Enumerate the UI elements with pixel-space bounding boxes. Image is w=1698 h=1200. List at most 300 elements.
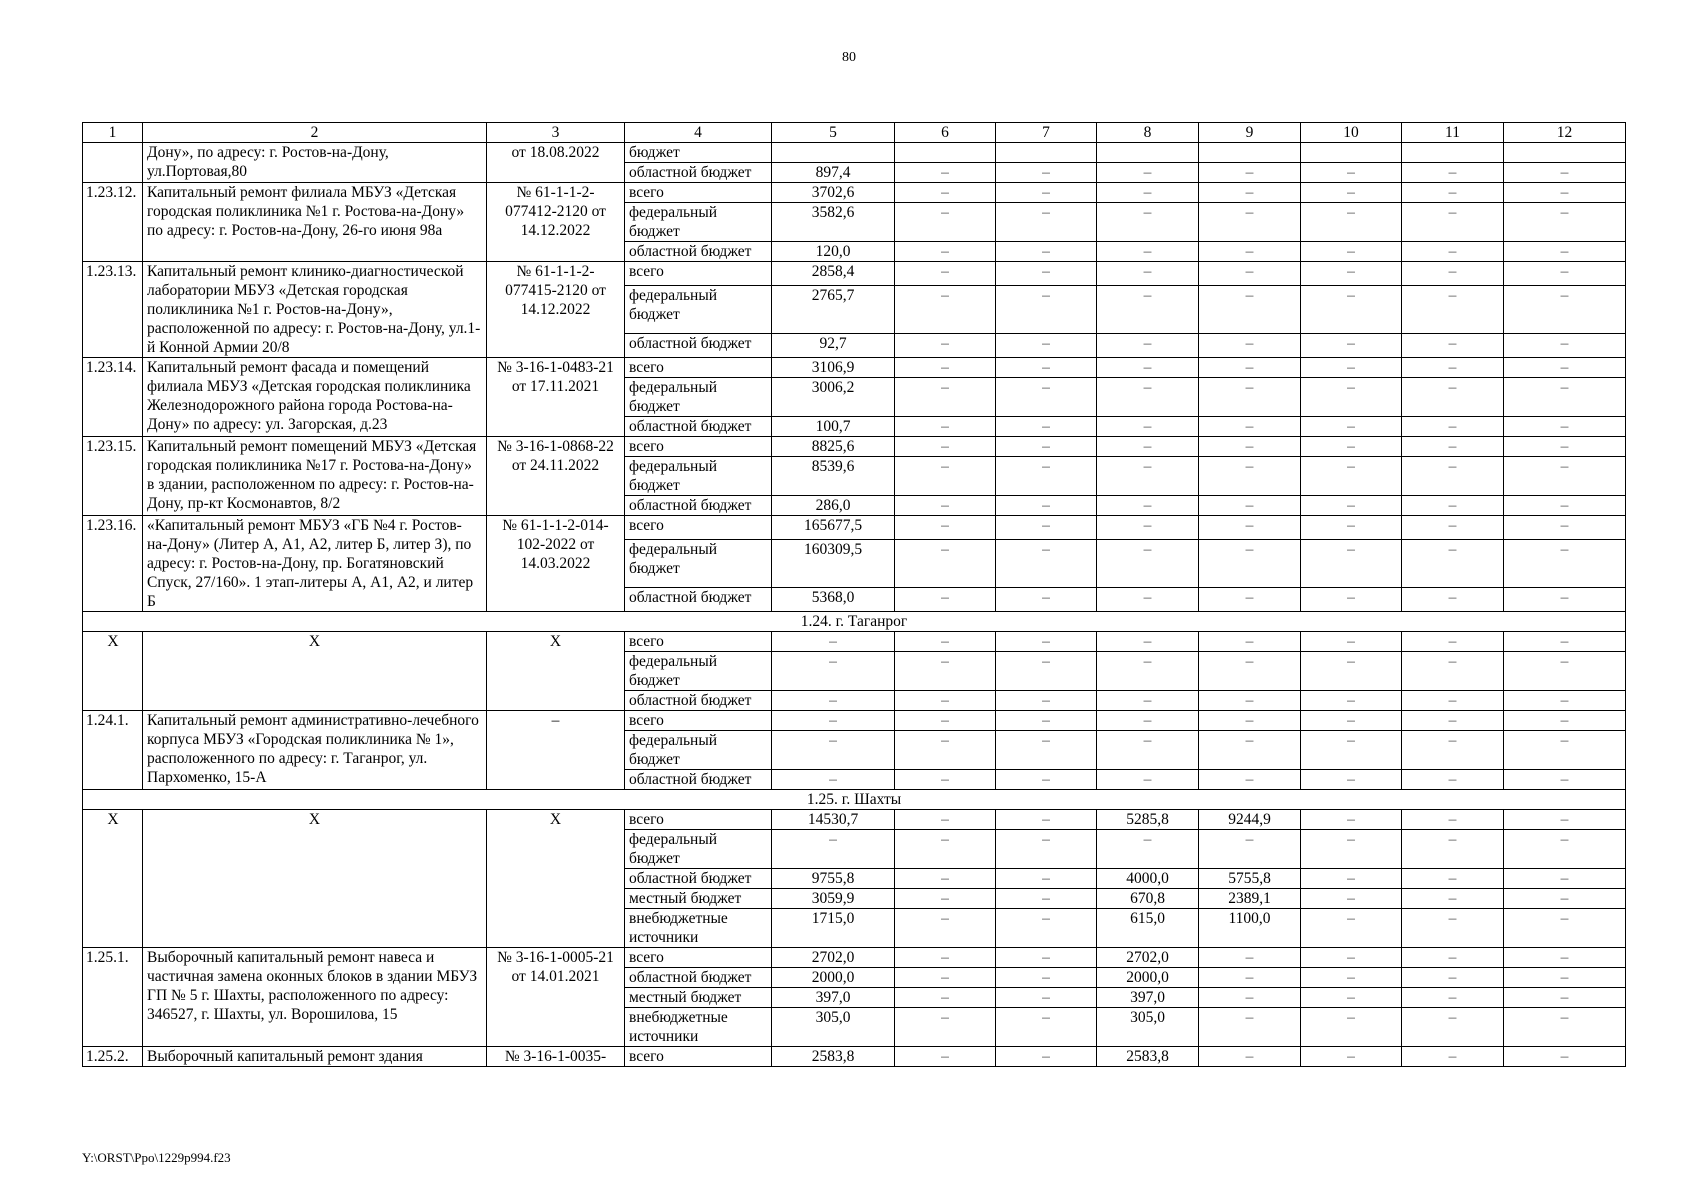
amount-cell: – [1301, 652, 1402, 691]
amount-cell: – [1199, 286, 1301, 333]
amount-cell: – [1504, 632, 1626, 652]
amount-cell: – [1301, 333, 1402, 357]
funding-source: всего [625, 183, 772, 203]
amount-cell: 3006,2 [772, 378, 895, 417]
amount-cell: 9244,9 [1199, 810, 1301, 830]
amount-cell: 897,4 [772, 163, 895, 183]
amount-cell: – [772, 830, 895, 869]
amount-cell: – [996, 948, 1097, 968]
amount-cell: – [996, 830, 1097, 869]
header-col-8: 8 [1097, 123, 1199, 143]
amount-cell: – [996, 417, 1097, 437]
funding-source: всего [625, 1047, 772, 1067]
amount-cell: – [1402, 869, 1504, 889]
amount-cell: 2000,0 [1097, 968, 1199, 988]
amount-cell: – [1504, 358, 1626, 378]
amount-cell: – [996, 496, 1097, 516]
item-description: X [143, 632, 487, 711]
amount-cell: – [1097, 417, 1199, 437]
amount-cell: – [1199, 1047, 1301, 1067]
table-row [83, 1047, 1626, 1067]
amount-cell: – [1097, 163, 1199, 183]
amount-cell: – [996, 770, 1097, 790]
amount-cell: – [895, 770, 996, 790]
amount-cell [996, 143, 1097, 163]
amount-cell: – [996, 516, 1097, 540]
amount-cell: – [895, 632, 996, 652]
amount-cell: – [1097, 691, 1199, 711]
amount-cell: – [996, 437, 1097, 457]
section-title: 1.24. г. Таганрог [83, 612, 1626, 632]
amount-cell: – [1199, 457, 1301, 496]
header-col-11: 11 [1402, 123, 1504, 143]
amount-cell: – [1402, 711, 1504, 731]
amount-cell: – [1199, 711, 1301, 731]
amount-cell: – [1402, 378, 1504, 417]
amount-cell: – [996, 968, 1097, 988]
amount-cell: – [1504, 378, 1626, 417]
amount-cell: – [1301, 1008, 1402, 1047]
amount-cell: – [895, 242, 996, 262]
amount-cell: – [996, 632, 1097, 652]
amount-cell: – [895, 731, 996, 770]
funding-source: всего [625, 516, 772, 540]
amount-cell: – [1504, 286, 1626, 333]
amount-cell: – [895, 262, 996, 286]
item-code: 1.23.12. [83, 183, 143, 262]
amount-cell: – [1199, 731, 1301, 770]
amount-cell: – [1402, 1008, 1504, 1047]
item-description: Капитальный ремонт помещений МБУЗ «Детская городская поликлиника №17 г. Ростова-на-Дону» в здании, расположенном по адресу: г. Ростов-на-Дону, пр-кт Космонавтов, 8/2 [143, 437, 487, 516]
amount-cell: – [996, 183, 1097, 203]
amount-cell: – [1402, 632, 1504, 652]
funding-source: областной бюджет [625, 770, 772, 790]
amount-cell: – [1199, 770, 1301, 790]
amount-cell: 3702,6 [772, 183, 895, 203]
funding-source: всего [625, 437, 772, 457]
section-row [83, 612, 1626, 632]
funding-source: областной бюджет [625, 333, 772, 357]
amount-cell: – [1199, 496, 1301, 516]
amount-cell: 8539,6 [772, 457, 895, 496]
amount-cell: – [1199, 540, 1301, 587]
item-document: № 3-16-1-0868-22 от 24.11.2022 [487, 437, 625, 516]
table-row [83, 516, 1626, 540]
amount-cell: – [1504, 183, 1626, 203]
amount-cell: – [996, 652, 1097, 691]
funding-source: областной бюджет [625, 869, 772, 889]
amount-cell: – [996, 163, 1097, 183]
item-description: Капитальный ремонт филиала МБУЗ «Детская городская поликлиника №1 г. Ростова-на-Дону» по адресу: г. Ростов-на-Дону, 26-го июня 98а [143, 183, 487, 262]
amount-cell: – [1301, 770, 1402, 790]
item-description: Капитальный ремонт административно-лечебного корпуса МБУЗ «Городская поликлиника № 1», расположенного по адресу: г. Таганрог, ул. Пархоменко, 15-А [143, 711, 487, 790]
amount-cell: 2389,1 [1199, 889, 1301, 909]
funding-source: федеральный бюджет [625, 540, 772, 587]
item-description: «Капитальный ремонт МБУЗ «ГБ №4 г. Ростов-на-Дону» (Литер А, А1, А2, литер Б, литер З), по адресу: г. Ростов-на-Дону, пр. Богатяновский Спуск, 27/160». 1 этап-литеры А, А1, А2, и литер Б [143, 516, 487, 612]
amount-cell: – [996, 262, 1097, 286]
amount-cell: – [996, 869, 1097, 889]
amount-cell: – [1301, 437, 1402, 457]
item-description: Выборочный капитальный ремонт здания [143, 1047, 487, 1067]
amount-cell: – [1301, 691, 1402, 711]
item-code: 1.25.1. [83, 948, 143, 1047]
amount-cell: – [1199, 203, 1301, 242]
amount-cell: – [1301, 242, 1402, 262]
funding-source: областной бюджет [625, 163, 772, 183]
item-code: X [83, 810, 143, 948]
column-number-header [83, 123, 1626, 143]
table-row [83, 437, 1626, 457]
amount-cell: – [895, 378, 996, 417]
item-document: – [487, 711, 625, 790]
item-code: 1.23.13. [83, 262, 143, 358]
table-row [83, 358, 1626, 378]
amount-cell: – [1097, 286, 1199, 333]
amount-cell: – [996, 457, 1097, 496]
amount-cell [895, 143, 996, 163]
amount-cell: – [1301, 968, 1402, 988]
amount-cell: – [1504, 333, 1626, 357]
amount-cell: – [895, 810, 996, 830]
amount-cell: – [996, 1008, 1097, 1047]
header-col-3: 3 [487, 123, 625, 143]
amount-cell: – [1402, 652, 1504, 691]
amount-cell: – [895, 988, 996, 1008]
amount-cell: – [895, 1047, 996, 1067]
amount-cell: 615,0 [1097, 909, 1199, 948]
amount-cell: – [996, 909, 1097, 948]
amount-cell: – [1504, 203, 1626, 242]
amount-cell: – [895, 540, 996, 587]
amount-cell: – [895, 203, 996, 242]
item-code: 1.23.15. [83, 437, 143, 516]
amount-cell: – [1504, 889, 1626, 909]
amount-cell: – [1402, 358, 1504, 378]
amount-cell: 3106,9 [772, 358, 895, 378]
amount-cell: – [1199, 652, 1301, 691]
amount-cell: – [1097, 770, 1199, 790]
amount-cell: 2702,0 [772, 948, 895, 968]
amount-cell: – [996, 286, 1097, 333]
amount-cell: – [895, 457, 996, 496]
amount-cell: – [1301, 378, 1402, 417]
funding-source: всего [625, 358, 772, 378]
amount-cell: – [895, 496, 996, 516]
amount-cell: – [1199, 358, 1301, 378]
amount-cell: – [1504, 587, 1626, 611]
amount-cell: – [1402, 437, 1504, 457]
item-document: X [487, 810, 625, 948]
amount-cell: 5755,8 [1199, 869, 1301, 889]
amount-cell: – [1097, 652, 1199, 691]
amount-cell: – [1301, 810, 1402, 830]
amount-cell: – [1402, 516, 1504, 540]
amount-cell: – [895, 909, 996, 948]
amount-cell: – [1199, 587, 1301, 611]
amount-cell: – [1301, 711, 1402, 731]
amount-cell: – [1199, 691, 1301, 711]
amount-cell: 670,8 [1097, 889, 1199, 909]
amount-cell: – [1402, 286, 1504, 333]
amount-cell: – [895, 417, 996, 437]
amount-cell: – [1301, 869, 1402, 889]
header-col-6: 6 [895, 123, 996, 143]
section-title: 1.25. г. Шахты [83, 790, 1626, 810]
amount-cell: – [1504, 163, 1626, 183]
amount-cell: – [1504, 262, 1626, 286]
amount-cell: – [1301, 1047, 1402, 1067]
amount-cell: – [1097, 242, 1199, 262]
funding-source: федеральный бюджет [625, 830, 772, 869]
amount-cell: – [1402, 417, 1504, 437]
funding-source: всего [625, 810, 772, 830]
header-col-4: 4 [625, 123, 772, 143]
funding-source: областной бюджет [625, 417, 772, 437]
amount-cell: 165677,5 [772, 516, 895, 540]
item-code: 1.23.16. [83, 516, 143, 612]
item-document: № 61-1-1-2-077412-2120 от 14.12.2022 [487, 183, 625, 262]
funding-source: всего [625, 632, 772, 652]
amount-cell: – [1402, 731, 1504, 770]
amount-cell: – [1301, 830, 1402, 869]
amount-cell: 305,0 [1097, 1008, 1199, 1047]
amount-cell: – [1199, 163, 1301, 183]
amount-cell: – [1504, 1047, 1626, 1067]
amount-cell [1199, 143, 1301, 163]
footer-file-path: Y:\ORST\Ppo\1229p994.f23 [82, 1150, 231, 1165]
amount-cell: – [1504, 457, 1626, 496]
funding-source: областной бюджет [625, 242, 772, 262]
amount-cell: – [996, 889, 1097, 909]
amount-cell: – [1199, 333, 1301, 357]
amount-cell [1301, 143, 1402, 163]
amount-cell: – [895, 652, 996, 691]
amount-cell: 1100,0 [1199, 909, 1301, 948]
amount-cell: – [1504, 242, 1626, 262]
amount-cell: – [1199, 988, 1301, 1008]
amount-cell: – [1199, 1008, 1301, 1047]
table-row [83, 183, 1626, 203]
page-number: 80 [842, 50, 856, 65]
funding-source: областной бюджет [625, 691, 772, 711]
amount-cell: – [1097, 711, 1199, 731]
funding-source: всего [625, 948, 772, 968]
amount-cell: – [1504, 437, 1626, 457]
amount-cell: – [1097, 587, 1199, 611]
amount-cell: – [895, 333, 996, 357]
amount-cell: – [895, 889, 996, 909]
amount-cell: – [895, 869, 996, 889]
amount-cell: – [1301, 183, 1402, 203]
amount-cell: 9755,8 [772, 869, 895, 889]
amount-cell: 120,0 [772, 242, 895, 262]
amount-cell: – [1301, 163, 1402, 183]
item-description: Дону», по адресу: г. Ростов-на-Дону, ул.Портовая,80 [143, 143, 487, 183]
amount-cell: – [1199, 968, 1301, 988]
amount-cell [1402, 143, 1504, 163]
amount-cell: – [996, 203, 1097, 242]
amount-cell: 1715,0 [772, 909, 895, 948]
table-body [83, 123, 1626, 1067]
amount-cell: – [1504, 909, 1626, 948]
amount-cell: – [1504, 968, 1626, 988]
amount-cell: – [895, 358, 996, 378]
amount-cell: – [1402, 988, 1504, 1008]
amount-cell: – [1504, 496, 1626, 516]
header-col-7: 7 [996, 123, 1097, 143]
amount-cell: – [996, 1047, 1097, 1067]
item-code: 1.24.1. [83, 711, 143, 790]
amount-cell: 2858,4 [772, 262, 895, 286]
amount-cell [1097, 143, 1199, 163]
amount-cell: – [1301, 358, 1402, 378]
amount-cell: – [1301, 540, 1402, 587]
amount-cell: 14530,7 [772, 810, 895, 830]
amount-cell: – [1402, 540, 1504, 587]
amount-cell: – [1199, 417, 1301, 437]
amount-cell: – [1402, 889, 1504, 909]
amount-cell: – [1301, 632, 1402, 652]
funding-source: федеральный бюджет [625, 203, 772, 242]
amount-cell: – [772, 731, 895, 770]
amount-cell: – [1301, 516, 1402, 540]
item-document: № 3-16-1-0483-21 от 17.11.2021 [487, 358, 625, 437]
amount-cell: – [1199, 437, 1301, 457]
funding-source: местный бюджет [625, 889, 772, 909]
amount-cell: – [1504, 830, 1626, 869]
amount-cell: – [895, 948, 996, 968]
funding-source: федеральный бюджет [625, 457, 772, 496]
item-document: X [487, 632, 625, 711]
funding-source: местный бюджет [625, 988, 772, 1008]
amount-cell: – [1402, 163, 1504, 183]
amount-cell: 8825,6 [772, 437, 895, 457]
amount-cell: – [1504, 770, 1626, 790]
amount-cell: – [895, 587, 996, 611]
amount-cell: – [1097, 262, 1199, 286]
funding-source: федеральный бюджет [625, 286, 772, 333]
item-description: Выборочный капитальный ремонт навеса и частичная замена оконных блоков в здании МБУЗ ГП № 5 г. Шахты, расположенного по адресу: 346527, г. Шахты, ул. Ворошилова, 15 [143, 948, 487, 1047]
amount-cell: – [895, 711, 996, 731]
amount-cell: – [1402, 457, 1504, 496]
amount-cell: – [1199, 948, 1301, 968]
amount-cell: – [1301, 587, 1402, 611]
item-description: X [143, 810, 487, 948]
amount-cell: 2583,8 [1097, 1047, 1199, 1067]
amount-cell: 100,7 [772, 417, 895, 437]
amount-cell: – [996, 810, 1097, 830]
header-col-1: 1 [83, 123, 143, 143]
amount-cell: – [772, 711, 895, 731]
amount-cell: – [1402, 968, 1504, 988]
amount-cell: 2583,8 [772, 1047, 895, 1067]
item-code: X [83, 632, 143, 711]
header-col-5: 5 [772, 123, 895, 143]
amount-cell: – [1097, 457, 1199, 496]
amount-cell: – [1504, 417, 1626, 437]
amount-cell: – [1301, 496, 1402, 516]
amount-cell: – [996, 540, 1097, 587]
amount-cell: – [1504, 810, 1626, 830]
amount-cell: 397,0 [1097, 988, 1199, 1008]
amount-cell: – [895, 1008, 996, 1047]
amount-cell: – [1301, 417, 1402, 437]
amount-cell: – [1402, 262, 1504, 286]
table-row [83, 948, 1626, 968]
amount-cell: – [1301, 203, 1402, 242]
amount-cell: – [1402, 810, 1504, 830]
amount-cell: – [1097, 183, 1199, 203]
amount-cell: 2702,0 [1097, 948, 1199, 968]
section-row [83, 790, 1626, 810]
amount-cell [1504, 143, 1626, 163]
table-row [83, 711, 1626, 731]
amount-cell: – [996, 731, 1097, 770]
amount-cell: – [1301, 731, 1402, 770]
amount-cell: – [895, 286, 996, 333]
amount-cell: – [772, 770, 895, 790]
amount-cell: 5285,8 [1097, 810, 1199, 830]
amount-cell: – [895, 691, 996, 711]
table-row [83, 143, 1626, 163]
item-document: № 61-1-1-2-014-102-2022 от 14.03.2022 [487, 516, 625, 612]
amount-cell: – [1301, 286, 1402, 333]
amount-cell: 4000,0 [1097, 869, 1199, 889]
item-code: 1.23.14. [83, 358, 143, 437]
amount-cell: – [895, 830, 996, 869]
item-document: № 3-16-1-0005-21 от 14.01.2021 [487, 948, 625, 1047]
amount-cell: – [996, 242, 1097, 262]
amount-cell: – [1402, 183, 1504, 203]
amount-cell: 3059,9 [772, 889, 895, 909]
table-row [83, 632, 1626, 652]
amount-cell: – [1504, 652, 1626, 691]
amount-cell: – [1097, 496, 1199, 516]
amount-cell: – [1097, 358, 1199, 378]
funding-source: всего [625, 262, 772, 286]
amount-cell: – [1199, 183, 1301, 203]
amount-cell: – [1402, 691, 1504, 711]
amount-cell: – [1504, 948, 1626, 968]
amount-cell: – [996, 691, 1097, 711]
amount-cell: 92,7 [772, 333, 895, 357]
amount-cell: – [1199, 632, 1301, 652]
table-row [83, 810, 1626, 830]
amount-cell: – [1504, 691, 1626, 711]
amount-cell: – [1402, 203, 1504, 242]
amount-cell [772, 143, 895, 163]
amount-cell: – [996, 711, 1097, 731]
amount-cell: 3582,6 [772, 203, 895, 242]
amount-cell: – [1402, 770, 1504, 790]
budget-table [82, 122, 1626, 1067]
header-col-9: 9 [1199, 123, 1301, 143]
amount-cell: – [996, 378, 1097, 417]
amount-cell: – [1301, 948, 1402, 968]
funding-source: федеральный бюджет [625, 731, 772, 770]
amount-cell: – [895, 163, 996, 183]
funding-source: областной бюджет [625, 587, 772, 611]
amount-cell: – [1504, 540, 1626, 587]
amount-cell: – [996, 988, 1097, 1008]
amount-cell: – [895, 183, 996, 203]
funding-source: внебюджетные источники [625, 1008, 772, 1047]
amount-cell: – [1301, 457, 1402, 496]
amount-cell: – [1097, 516, 1199, 540]
amount-cell: – [1402, 333, 1504, 357]
item-document: № 61-1-1-2-077415-2120 от 14.12.2022 [487, 262, 625, 358]
amount-cell: – [1402, 242, 1504, 262]
